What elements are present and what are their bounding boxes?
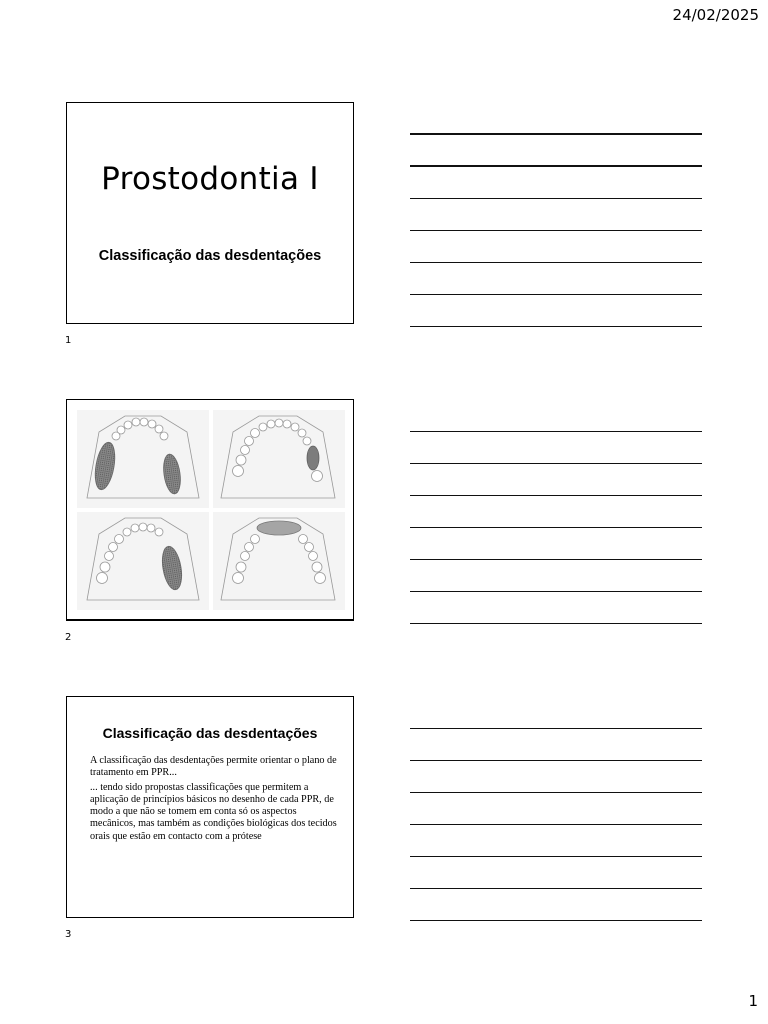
page-number: 1 [748,992,758,1010]
paragraph: ... tendo sido propostas classificações que permitem a aplicação de princípios básicos no desenho de cada PPR, de modo a que não se tomem em conta só os aspectos mecânicos, mas também as condições biológicas dos tecidos orais que estão em contacto com a prótese [90,781,337,842]
slide-title: Prostodontia I [101,161,319,197]
paragraph: A classificação das desdentações permite orientar o plano de tratamento em PPR... [90,755,337,779]
slide-number: 1 [65,335,72,346]
slide-3 [66,696,354,918]
slide-subtitle: Classificação das desdentações [98,248,322,264]
print-date: 24/02/2025 [672,6,759,24]
slide-title: Classificação das desdentações [102,725,318,741]
dental-arches-diagram [77,410,345,610]
slide-body [90,755,340,845]
slide-1 [66,102,354,324]
slide-number: 2 [65,632,72,643]
slide-number: 3 [65,929,72,940]
slide-2 [66,399,354,621]
